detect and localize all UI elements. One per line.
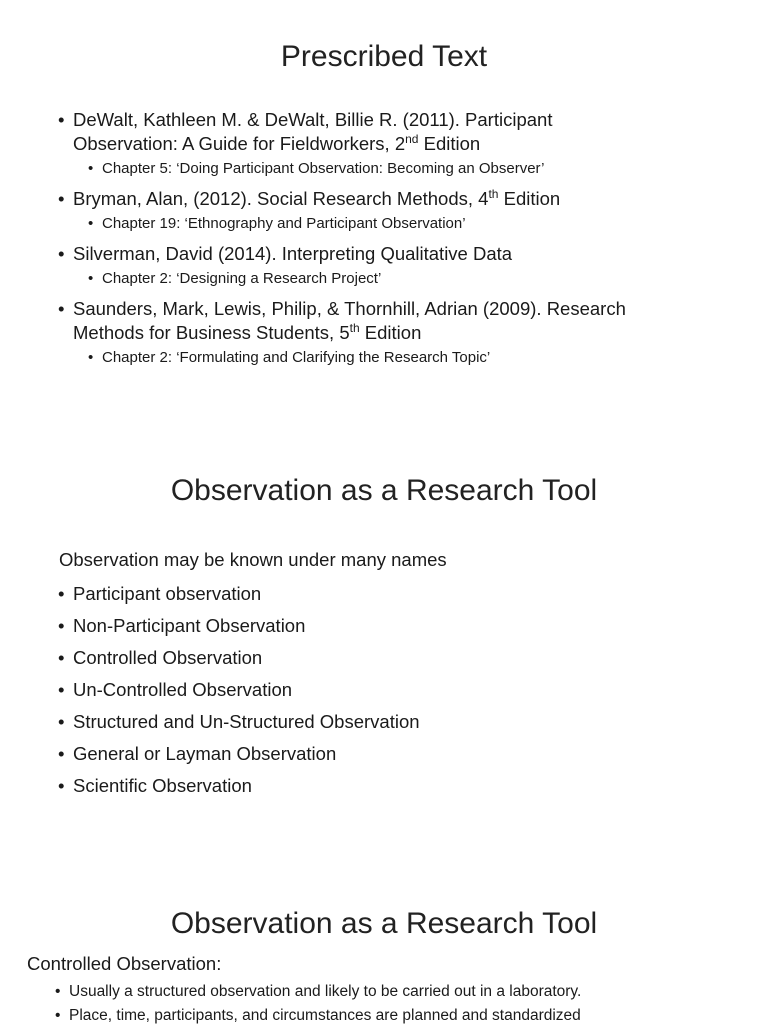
controlled-observation-list (0, 982, 768, 1030)
list-item (0, 982, 768, 1002)
reference-text: Observation: A Guide for Fieldworkers, 2 (73, 133, 406, 154)
reference-text: Saunders, Mark, Lewis, Philip, & Thornhill, Adrian (2009). Research (73, 298, 626, 319)
list-item-text: Place, time, participants, and circumstances are planned and standardized (69, 1007, 581, 1024)
reference-item (0, 297, 768, 368)
bullet-icon: • (55, 1007, 61, 1024)
section-heading: Controlled Observation: (27, 953, 222, 974)
bullet-icon: • (55, 983, 61, 1000)
chapter-item (0, 348, 768, 368)
slide-title: Observation as a Research Tool (170, 474, 598, 507)
bullet-icon: • (58, 615, 65, 636)
slide-prescribed-text (0, 40, 768, 376)
superscript: th (488, 186, 499, 201)
slide-title: Prescribed Text (280, 40, 488, 73)
reference-text: Edition (498, 188, 561, 209)
list-item-text: Non-Participant Observation (73, 615, 306, 636)
bullet-icon: • (58, 109, 65, 130)
superscript: th (349, 320, 360, 335)
list-item (0, 774, 768, 798)
bullet-icon: • (88, 349, 94, 366)
list-item (0, 582, 768, 606)
intro-text: Observation may be known under many names (59, 549, 447, 570)
reference-text: Edition (418, 133, 481, 154)
bullet-icon: • (58, 188, 65, 209)
bullet-icon: • (88, 270, 94, 287)
reference-list (0, 108, 768, 368)
list-item (0, 646, 768, 670)
list-item (0, 742, 768, 766)
list-item (0, 678, 768, 702)
bullet-icon: • (58, 679, 65, 700)
reference-text: DeWalt, Kathleen M. & DeWalt, Billie R. (2011). Participant (73, 109, 553, 130)
slide-observation-names (0, 474, 768, 796)
bullet-icon: • (58, 243, 65, 264)
bullet-icon: • (88, 160, 94, 177)
chapter-item (0, 269, 768, 289)
bullet-icon: • (58, 775, 65, 796)
superscript: nd (405, 131, 419, 146)
reference-item (0, 187, 768, 234)
chapter-item (0, 159, 768, 179)
list-item (0, 614, 768, 638)
chapter-text: Chapter 5: ‘Doing Participant Observation: Becoming an Observer’ (102, 160, 545, 177)
list-item-text: Controlled Observation (73, 647, 263, 668)
reference-text: Edition (359, 322, 422, 343)
list-item-text: General or Layman Observation (73, 743, 337, 764)
chapter-text: Chapter 2: ‘Formulating and Clarifying the Research Topic’ (102, 349, 491, 366)
list-item (0, 710, 768, 734)
slide-controlled-observation (0, 907, 768, 1024)
reference-text: Methods for Business Students, 5 (73, 322, 350, 343)
bullet-icon: • (58, 298, 65, 319)
chapter-text: Chapter 19: ‘Ethnography and Participant Observation’ (102, 215, 466, 232)
list-item-text: Scientific Observation (73, 775, 252, 796)
list-item (0, 1006, 768, 1026)
chapter-text: Chapter 2: ‘Designing a Research Project’ (102, 270, 382, 287)
list-item-text: Participant observation (73, 583, 262, 604)
bullet-icon: • (58, 647, 65, 668)
reference-item (0, 108, 768, 179)
slide-title: Observation as a Research Tool (170, 907, 598, 940)
bullet-icon: • (88, 215, 94, 232)
chapter-item (0, 214, 768, 234)
reference-item (0, 242, 768, 289)
list-item-text: Structured and Un-Structured Observation (73, 711, 420, 732)
list-item-text: Usually a structured observation and likely to be carried out in a laboratory. (69, 983, 582, 1000)
reference-text: Silverman, David (2014). Interpreting Qualitative Data (73, 243, 513, 264)
bullet-icon: • (58, 743, 65, 764)
observation-types-list (0, 582, 768, 806)
list-item-text: Un-Controlled Observation (73, 679, 293, 700)
bullet-icon: • (58, 583, 65, 604)
reference-text: Bryman, Alan, (2012). Social Research Methods, 4 (73, 188, 489, 209)
bullet-icon: • (58, 711, 65, 732)
